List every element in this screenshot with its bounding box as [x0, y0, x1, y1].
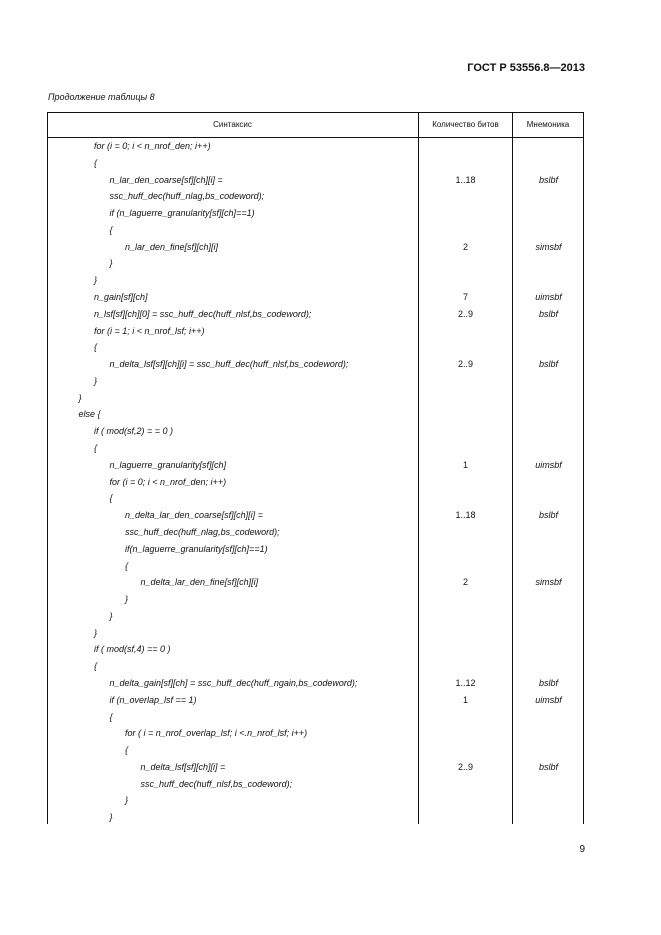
table-row — [47, 474, 584, 490]
syntax-cell: { — [94, 157, 98, 168]
table-row — [47, 339, 584, 355]
syntax-cell: n_lsf[sf][ch][0] = ssc_huff_dec(huff_nlsf,bs_codeword); — [94, 308, 312, 319]
syntax-cell: } — [125, 795, 129, 806]
table-continuation-caption: Продолжение таблицы 8 — [48, 92, 155, 102]
syntax-cell: else { — [78, 409, 101, 420]
syntax-table — [47, 112, 584, 824]
syntax-cell: n_laguerre_granularity[sf][ch] — [109, 459, 227, 470]
syntax-cell: { — [109, 493, 113, 504]
bits-cell: 7 — [462, 292, 468, 303]
column-header-syntax: Синтаксис — [213, 120, 252, 129]
bits-cell: 1 — [462, 459, 468, 470]
table-row — [47, 591, 584, 607]
syntax-cell: { — [125, 745, 129, 756]
table-row — [47, 457, 584, 473]
table-row — [47, 255, 584, 271]
syntax-cell: if ( mod(sf,4) == 0 ) — [94, 644, 171, 655]
table-row — [47, 658, 584, 674]
mnemonic-cell: bslbf — [538, 510, 558, 521]
mnemonic-cell: uimsbf — [535, 292, 562, 303]
syntax-cell: n_lar_den_fine[sf][ch][i] — [125, 241, 219, 252]
syntax-cell: ssc_huff_dec(huff_nlsf,bs_codeword); — [140, 778, 293, 789]
table-row — [47, 205, 584, 221]
syntax-cell: for (i = 0; i < n_nrof_den; i++) — [109, 476, 227, 487]
mnemonic-cell: uimsbf — [535, 459, 562, 470]
table-row — [47, 289, 584, 305]
bits-cell: 1..18 — [455, 510, 476, 521]
syntax-cell: n_delta_lar_den_coarse[sf][ch][i] = — [125, 510, 263, 521]
syntax-cell: if ( mod(sf,2) = = 0 ) — [94, 426, 174, 437]
bits-cell: 2..9 — [457, 308, 473, 319]
table-row — [47, 323, 584, 339]
table-row — [47, 507, 584, 523]
bits-cell: 2 — [462, 577, 468, 588]
table-row — [47, 222, 584, 238]
table-row — [47, 792, 584, 808]
table-row — [47, 306, 584, 322]
syntax-cell: ssc_huff_dec(huff_nlag,bs_codeword); — [125, 526, 280, 537]
table-row — [47, 558, 584, 574]
table-row — [47, 809, 584, 825]
mnemonic-cell: bslbf — [538, 761, 558, 772]
document-standard-number: ГОСТ Р 53556.8—2013 — [467, 62, 585, 74]
table-row — [47, 272, 584, 288]
table-row — [47, 172, 584, 188]
table-row — [47, 390, 584, 406]
syntax-cell: { — [94, 443, 98, 454]
syntax-cell: { — [125, 560, 129, 571]
bits-cell: 1..12 — [455, 677, 476, 688]
table-row — [47, 138, 584, 154]
syntax-cell: } — [94, 375, 98, 386]
table-row — [47, 423, 584, 439]
syntax-cell: } — [94, 627, 98, 638]
syntax-cell: n_gain[sf][ch] — [94, 292, 148, 303]
table-row — [47, 356, 584, 372]
syntax-cell: if (n_overlap_lsf == 1) — [109, 694, 197, 705]
syntax-cell: } — [94, 275, 98, 286]
bits-cell: 2..9 — [457, 359, 473, 370]
table-row — [47, 692, 584, 708]
table-row — [47, 759, 584, 775]
syntax-cell: n_delta_lsf[sf][ch][i] = — [140, 761, 226, 772]
table-row — [47, 373, 584, 389]
table-row — [47, 725, 584, 741]
table-row — [47, 188, 584, 204]
syntax-cell: } — [78, 392, 82, 403]
mnemonic-cell: uimsbf — [535, 694, 562, 705]
syntax-cell: for (i = 1; i < n_nrof_lsf; i++) — [94, 325, 205, 336]
syntax-cell: n_lar_den_coarse[sf][ch][i] = — [109, 174, 223, 185]
table-row — [47, 490, 584, 506]
table-row — [47, 742, 584, 758]
bits-cell: 1 — [462, 694, 468, 705]
page-number: 9 — [579, 844, 585, 855]
mnemonic-cell: bslbf — [538, 677, 558, 688]
mnemonic-cell: simsbf — [535, 241, 562, 252]
mnemonic-cell: bslbf — [538, 359, 558, 370]
bits-cell: 1..18 — [455, 174, 476, 185]
bits-cell: 2..9 — [457, 761, 473, 772]
table-row — [47, 239, 584, 255]
table-row — [47, 776, 584, 792]
table-row — [47, 675, 584, 691]
syntax-cell: if(n_laguerre_granularity[sf][ch]==1) — [125, 543, 268, 554]
syntax-cell: n_delta_lsf[sf][ch][i] = ssc_huff_dec(huff_nlsf,bs_codeword); — [109, 359, 349, 370]
table-row — [47, 155, 584, 171]
table-row — [47, 574, 584, 590]
mnemonic-cell: simsbf — [535, 577, 562, 588]
syntax-cell: } — [109, 258, 113, 269]
table-row — [47, 406, 584, 422]
table-row — [47, 524, 584, 540]
syntax-cell: ssc_huff_dec(huff_nlag,bs_codeword); — [109, 191, 265, 202]
column-header-mnemonic: Мнемоника — [526, 120, 570, 129]
table-row — [47, 625, 584, 641]
syntax-cell: { — [94, 661, 98, 672]
syntax-cell: } — [125, 594, 129, 605]
table-row — [47, 440, 584, 456]
table-row — [47, 541, 584, 557]
syntax-cell: } — [109, 812, 113, 823]
syntax-cell: n_delta_gain[sf][ch] = ssc_huff_dec(huff_ngain,bs_codeword); — [109, 677, 358, 688]
table-row — [47, 608, 584, 624]
mnemonic-cell: bslbf — [538, 174, 558, 185]
syntax-cell: for ( i = n_nrof_overlap_lsf; i <.n_nrof_lsf; i++) — [125, 728, 308, 739]
table-row — [47, 641, 584, 657]
bits-cell: 2 — [462, 241, 468, 252]
mnemonic-cell: bslbf — [538, 308, 558, 319]
syntax-cell: n_delta_lar_den_fine[sf][ch][i] — [140, 577, 259, 588]
syntax-cell: { — [109, 711, 113, 722]
syntax-cell: { — [109, 224, 113, 235]
syntax-cell: if (n_laguerre_granularity[sf][ch]==1) — [109, 208, 255, 219]
table-row — [47, 709, 584, 725]
syntax-cell: } — [109, 610, 113, 621]
syntax-cell: { — [94, 342, 98, 353]
syntax-cell: for (i = 0; i < n_nrof_den; i++) — [94, 141, 211, 151]
column-header-bits: Количество битов — [432, 120, 499, 129]
